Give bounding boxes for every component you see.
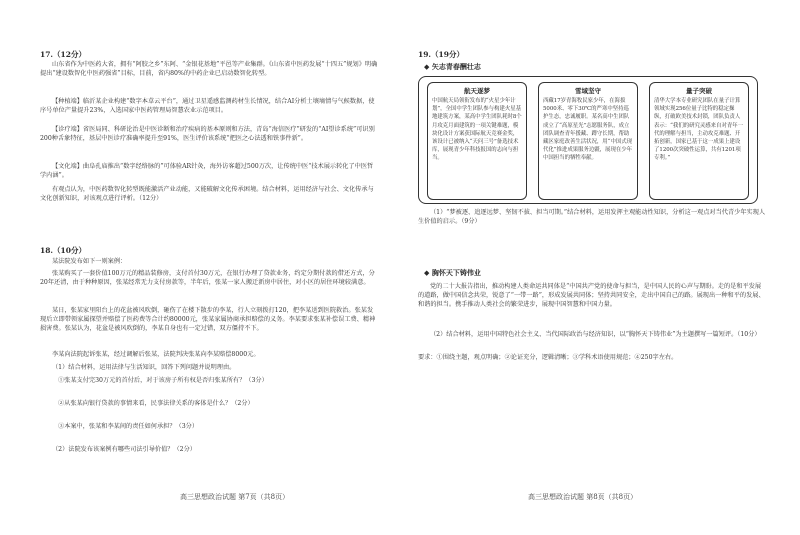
q18-number: 18.（10分） bbox=[40, 246, 86, 255]
q19-task2: （2）结合材料，运用中国特色社会主义、当代国际政治与经济知识，以“胸怀天下铸伟业”为主题撰写一篇短评。（10分） bbox=[430, 331, 761, 338]
q19-requirements: 要求：①围绕主题，观点明确；②论证充分，逻辑清晰；③学科术语使用规范；④250字左右。 bbox=[418, 354, 678, 361]
card-body: 西藏17岁青海牧民家少年，在海拔5000米、零下30℃的严寒中坚持巡护生态，忠诚履职。某名高中生团队成立了“高原星光”志愿服务队，成立团队调查青年援藏、蹲守长期，帮助藏区家庭改善生活状况，用“中国式现代化”推进成果服务边疆，展现在少年中国担当的牺牲奉献。 bbox=[543, 98, 633, 162]
card-title: 雪域坚守 bbox=[575, 87, 601, 95]
q17-number: 17.（12分） bbox=[40, 50, 86, 59]
q17-intro: 山东省作为中医药大省，拥有“阿胶之乡”东阿、“金银花基地”平邑等产业集群。《山东省中医药发展“十四五”规划》明确提出“建设数智化中医药强省”目标，目前，省内80%的中药企业已启动数智化转型。 bbox=[40, 61, 378, 78]
card-body: 中国航天局领衔发布的“火星少年计划”，全国中学生团队参与构建火星基地建筑方案，某高中学生团队耗时8个月攻克月面建筑的一项关键难题，模块化设计方案获国际航天竞赛金奖，该设计已被纳入“天问三号”备选技术库，展现青少年科技报国的志向与担当。 bbox=[432, 98, 522, 162]
card-title: 航天逐梦 bbox=[464, 87, 490, 95]
q18-case-purchase: 张某购买了一套价值100万元的精品装修房，支付首付30万元，在银行办理了贷款业务，约定分期付款的借还方式，分20年还清，由于种种原因，张某经常无力支付房款等，半年后，张某一家人搬迁新房中居住，对小区的居住环境较满意。 bbox=[40, 270, 375, 287]
q18-question1a: ①张某支付完30万元的首付后，对于该房子所有权是否归张某所有？（3分） bbox=[58, 377, 268, 384]
q17-item-diagnosis: 【诊疗端】省医局同、科研论治是中医诊断和治疗疾病的基本原则和方法，青岛“海信医疗”研发的“AI望诊系统”可识别200种舌象特征，基层中医诊疗准确率提升至91%，医生评价该系统“把医之心法透和铁事件新”。 bbox=[40, 126, 375, 143]
left-page bbox=[40, 0, 380, 535]
card-quantum-breakthrough bbox=[649, 82, 749, 200]
q19-material-paragraph: 党的二十大报告指出，推动构建人类命运共同体是“中国共产党的使命与担当，是中国人民的心声与期盼。走的是和平发展的道路，做中国信念共荣，锐意了“一带一路”，形成发展共同体；坚持共同安全，走出中国自己的路。展现出一种和平的发展、和谐的担当。携手推动人类社会的繁荣进步，展现中国智慧和中国力量。 bbox=[418, 283, 765, 309]
q18-case-accident: 某日，张某家里阳台上的花盆被风吹倒，砸伤了在楼下散步的李某，行人立刻拨打120，把李某送到医院救治。张某发现后立即带领家属探望并赔偿了医药费等合计约80000元，张某家属协商承担赔偿的义务。李某要求张某补偿误工费、精神损害费。张某认为，花盆是被风吹倒的，李某自身也有一定过错，双方僵持不下。 bbox=[40, 307, 376, 333]
card-space-dream bbox=[427, 82, 527, 200]
section-heading-youth: ◆ 矢志青春酬壮志 bbox=[424, 62, 481, 71]
card-snow-guard bbox=[538, 82, 638, 200]
card-title: 量子突破 bbox=[686, 87, 712, 95]
q19-task1: （1）“梦被逐、追逐远梦、坚韧不拔、担当可期。”结合材料，运用发挥主观能动性知识，分析这一观点对当代青少年实现人生价值的启示。（9分） bbox=[418, 209, 766, 226]
right-page bbox=[418, 0, 768, 535]
q18-question1c: ③本案中，张某和李某间的责任如何承担？（3分） bbox=[58, 423, 199, 430]
cards-frame bbox=[418, 76, 758, 204]
q18-question2: （2）法院发布该案例有哪些司法引导价值？（2分） bbox=[52, 446, 196, 453]
q18-case-verdict: 李某向法院起诉张某，经过调解后张某，法院判决张某向李某赔偿8000元。 bbox=[52, 351, 260, 358]
q18-intro: 某法院发布如下一则案例： bbox=[52, 258, 127, 265]
section-heading-world: ◆ 胸怀天下铸伟业 bbox=[424, 268, 481, 277]
q17-item-culture: 【文化端】曲阜孔庙推出“数字经络脉的”可体验AR针灸，海外访客超过500万次，让传统中医“技术展示转化了中医哲学内涵”。 bbox=[40, 163, 374, 180]
q17-task: 有观点认为，中医药数智化转型既能激活产业动能，又能破解文化传承困境。结合材料，运用经济与社会、文化传承与文化创新知识，对该观点进行评析。（12分） bbox=[40, 186, 374, 203]
q18-question1b: ②从张某向银行贷款的事情来看，民事法律关系的客体是什么？（2分） bbox=[58, 400, 254, 407]
q19-number: 19.（19分） bbox=[418, 50, 464, 59]
card-body: 清华大学本专业研究团队在量子计算领域实现256位量子比特的稳定操纵，打破欧美技术封锁，团队负责人表示：“我们的研究灵感来自对青年一代的理解与担当，主动攻克难题、开拓创新，国家已基于这一成果上建设了1200次突破性运算，共有1201项专利。” bbox=[654, 98, 744, 162]
q17-item-planting: 【种植端】临沂某企业构建“数字本草云平台”，通过卫星遥感监测药材生长情况，结合AI分析土壤墒情与气候数据，使序号单位产量提升23%，入选国家中医药管理局智慧农业示范项目。 bbox=[40, 98, 375, 115]
left-page-footer: 高三思想政治试题 第7页（共8页） bbox=[180, 493, 290, 501]
right-page-footer: 高三思想政治试题 第8页（共8页） bbox=[528, 493, 638, 501]
q18-question1-head: （1）结合材料，运用法律与生活知识，回答下列问题并说明理由。 bbox=[52, 364, 236, 371]
